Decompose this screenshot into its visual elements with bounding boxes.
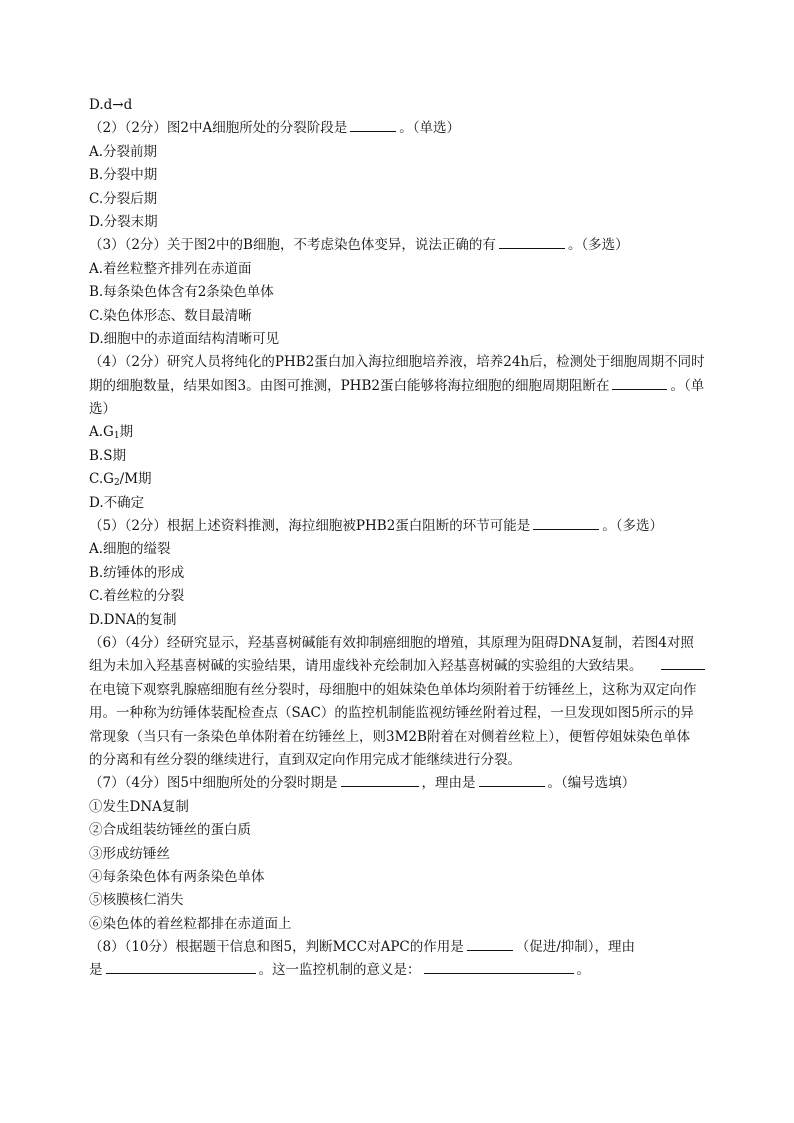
answer-blank[interactable] <box>612 375 667 390</box>
question-content <box>89 94 725 983</box>
answer-blank[interactable] <box>533 515 599 530</box>
option: D.细胞中的赤道面结构清晰可见 <box>89 330 280 347</box>
option: A.细胞的缢裂 <box>89 541 171 558</box>
question-6-line-1: （6）（4分）经研究显示，羟基喜树碱能有效抑制癌细胞的增殖，其原理为阻碍DNA复制，若图4对照 <box>89 634 694 651</box>
option: ①发生DNA复制 <box>89 798 189 815</box>
option: D.DNA的复制 <box>89 611 177 628</box>
question-8-line-2 <box>89 959 725 982</box>
option: A.着丝粒整齐排列在赤道面 <box>89 260 252 277</box>
answer-blank[interactable] <box>661 655 705 670</box>
question-3-type: 。（多选） <box>567 237 629 254</box>
question-4-line-2 <box>89 375 725 398</box>
option: ⑥染色体的着丝粒都排在赤道面上 <box>89 915 292 932</box>
question-5-type: 。（多选） <box>602 518 664 535</box>
option: C.染色体形态、数目最清晰 <box>89 307 252 324</box>
question-4-text: 期的细胞数量，结果如图3。由图可推测，PHB2蛋白能够将海拉细胞的细胞周期阻断在 <box>89 377 610 394</box>
question-2-stem <box>89 117 725 140</box>
option: D.不确定 <box>89 494 145 511</box>
answer-blank[interactable] <box>341 772 419 787</box>
option: A.分裂前期 <box>89 143 158 160</box>
question-5-text: （5）（2分）根据上述资料推测，海拉细胞被PHB2蛋白阻断的环节可能是 <box>89 518 531 535</box>
option: B.S期 <box>89 447 126 464</box>
answer-blank[interactable] <box>350 117 396 132</box>
question-3-stem <box>89 234 725 257</box>
question-6-text: 组为未加入羟基喜树碱的实验结果，请用虚线补充绘制加入羟基喜树碱的实验组的大致结果。 <box>89 658 643 675</box>
question-8-line-1 <box>89 936 725 959</box>
question-2-type: 。（单选） <box>399 120 461 137</box>
answer-blank[interactable] <box>479 772 545 787</box>
option <box>89 468 725 491</box>
question-4-line-3: 选） <box>89 401 116 418</box>
question-4-type: 。（单 <box>670 377 705 394</box>
option: ⑤核膜核仁消失 <box>89 892 184 909</box>
answer-blank[interactable] <box>424 959 574 974</box>
passage-line: 常现象（当只有一条染色单体附着在纺锤丝上，则3M2B附着在对侧着丝粒上），便暂停姐妹染色单体 <box>89 728 691 745</box>
question-8-text: （8）（10分）根据题干信息和图5，判断MCC对APC的作用是 <box>89 939 464 956</box>
answer-blank[interactable] <box>499 234 565 249</box>
subscript: 1 <box>113 431 120 442</box>
question-2-text: （2）（2分）图2中A细胞所处的分裂阶段是 <box>89 120 348 137</box>
question-8-text: 是 <box>89 962 103 979</box>
passage-line: 在电镜下观察乳腺癌细胞有丝分裂时，母细胞中的姐妹染色单体均须附着于纺锤丝上，这称为双定向作 <box>89 681 697 698</box>
option-d-prev: D.d→d <box>89 97 133 113</box>
option: ③形成纺锤丝 <box>89 845 170 862</box>
option: B.分裂中期 <box>89 167 158 184</box>
subscript: 2 <box>113 478 120 489</box>
option: C.着丝粒的分裂 <box>89 588 185 605</box>
option <box>89 421 725 444</box>
question-7-text: （7）（4分）图5中细胞所处的分裂时期是 <box>89 775 338 792</box>
question-7-stem <box>89 772 725 795</box>
question-8-text: （促进/抑制），理由 <box>515 939 636 956</box>
passage-line: 用。一种称为纺锤体装配检查点（SAC）的监控机制能监视纺锤丝附着过程，一旦发现如图5所示的异 <box>89 705 694 722</box>
option: ④每条染色体有两条染色单体 <box>89 868 265 885</box>
option: D.分裂末期 <box>89 213 158 230</box>
option: ②合成组装纺锤丝的蛋白质 <box>89 822 251 839</box>
option: C.分裂后期 <box>89 190 158 207</box>
option-text: /M期 <box>119 471 152 488</box>
option-text: C.G <box>89 471 114 488</box>
question-6-line-2 <box>89 655 725 678</box>
question-4-line-1: （4）（2分）研究人员将纯化的PHB2蛋白加入海拉细胞培养液，培养24h后，检测处于细胞周期不同时 <box>89 354 705 371</box>
option-text: 期 <box>119 424 134 441</box>
question-7-type: 。（编号选填） <box>547 775 636 792</box>
question-5-stem <box>89 515 725 538</box>
passage-line: 的分离和有丝分裂的继续进行，直到双定向作用完成才能继续进行分裂。 <box>89 751 521 768</box>
option: B.纺锤体的形成 <box>89 564 185 581</box>
answer-blank[interactable] <box>467 936 513 951</box>
question-3-text: （3）（2分）关于图2中的B细胞，不考虑染色体变异，说法正确的有 <box>89 237 496 254</box>
option-text: A.G <box>89 424 114 441</box>
question-8-text: 。这一监控机制的意义是： <box>258 962 421 979</box>
option: B.每条染色体含有2条染色单体 <box>89 284 274 301</box>
answer-blank[interactable] <box>106 959 256 974</box>
question-7-text: ，理由是 <box>421 775 476 792</box>
question-8-text: 。 <box>576 962 590 979</box>
